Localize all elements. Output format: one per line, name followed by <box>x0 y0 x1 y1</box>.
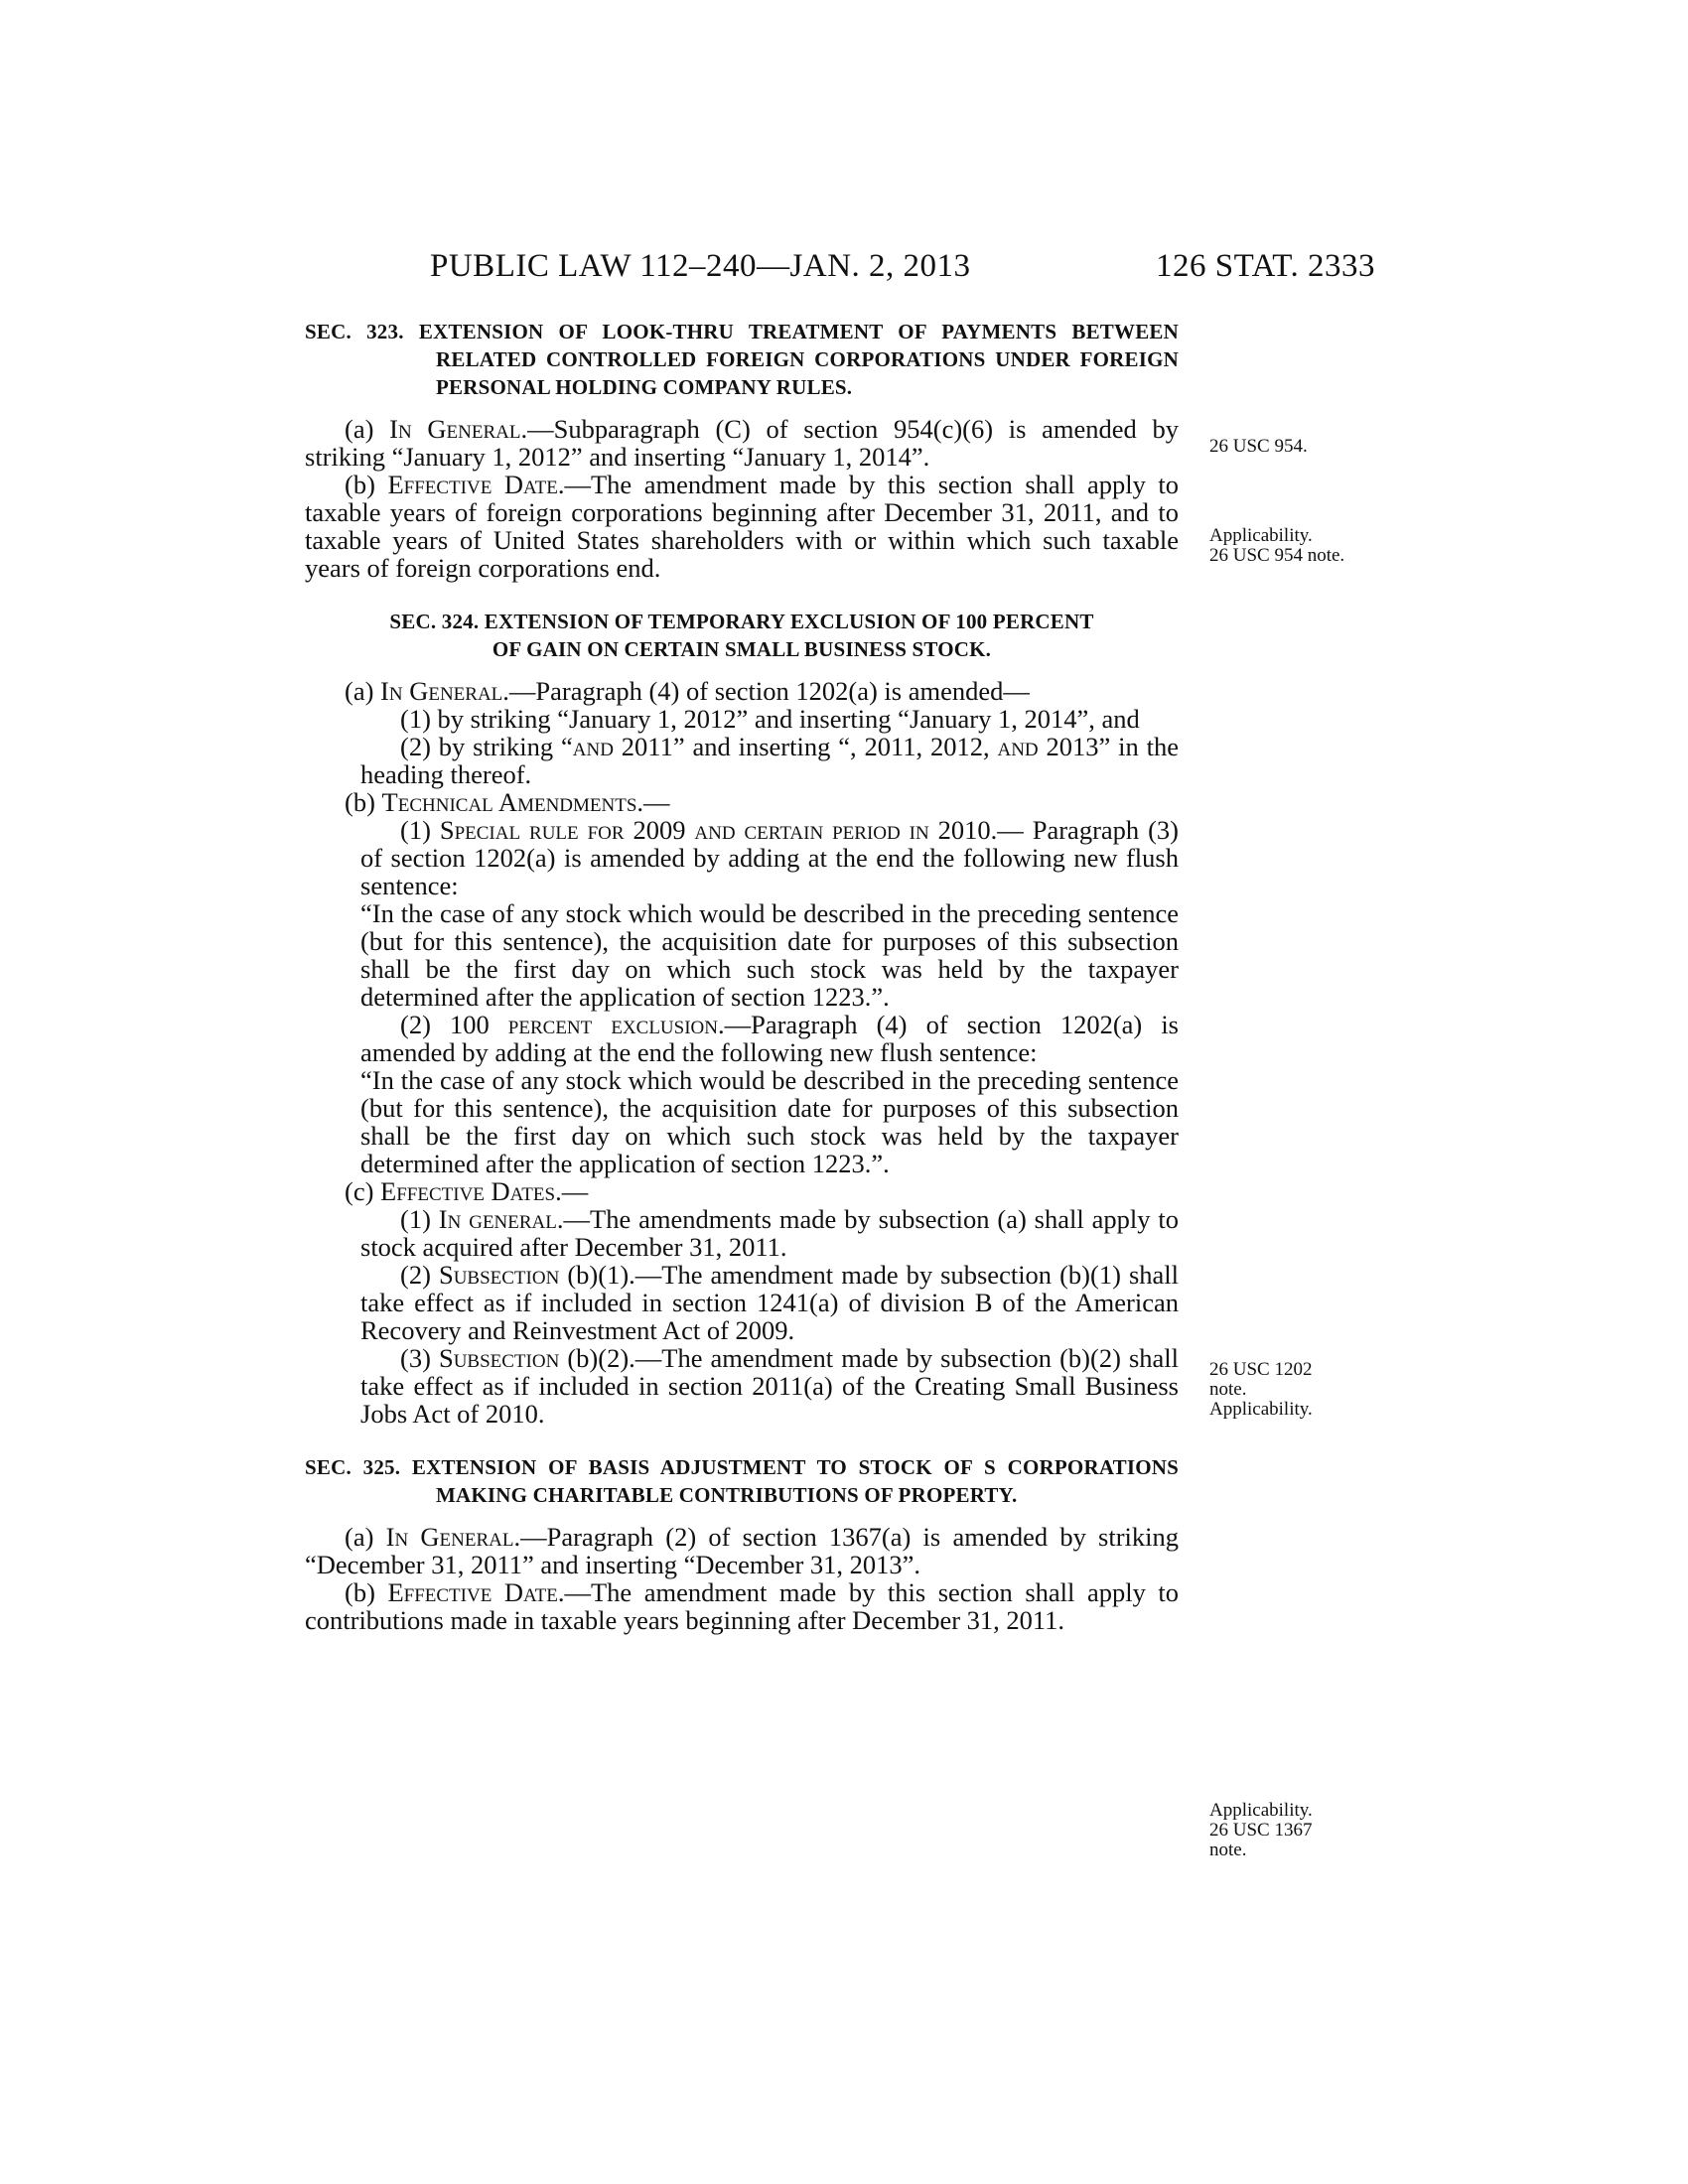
margin-note-26-usc-1202: 26 USC 1202 note. Applicability. <box>1209 1359 1313 1420</box>
section-324-b-1: (1) Special rule for 2009 and certain period in 2010.— Paragraph (3) of section 1202(a) is amended by adding at the end the following new flush sentence: <box>360 815 1180 900</box>
section-325-subsection-b: (b) Effective Date.—The amendment made by this section shall apply to contributions made in taxable years beginning after December 31, 2011. <box>305 1577 1179 1635</box>
section-324-subsection-a: (a) In General.—Paragraph (4) of section 1202(a) is amended— <box>345 676 1030 706</box>
section-324-b-2: (2) 100 percent exclusion.—Paragraph (4) of section 1202(a) is amended by adding at the end the following new flush sentence: <box>360 1010 1179 1067</box>
page-header <box>303 248 1375 288</box>
section-324-b-2-quote: “In the case of any stock which would be described in the preceding sentence (but for this sentence), the acquisition date for purposes of this subsection shall be the first day on which such stock was held by the taxpayer determined after the application of section 1223.”. <box>360 1065 1179 1178</box>
section-323-subsection-b: (b) Effective Date.—The amendment made by this section shall apply to taxable years of foreign corporations beginning after December 31, 2011, and to taxable years of United States shareholders with or within which such taxable years of foreign corporations end. <box>305 470 1179 583</box>
section-324-b-1-quote: “In the case of any stock which would be described in the preceding sentence (but for this sentence), the acquisition date for purposes of this subsection shall be the first day on which such stock was held by the taxpayer determined after the application of section 1223.”. <box>360 898 1179 1012</box>
section-323-subsection-a: (a) In General.—Subparagraph (C) of section 954(c)(6) is amended by striking “January 1, 2012” and inserting “January 1, 2014”. <box>305 414 1179 472</box>
section-324-subsection-c: (c) Effective Dates.— <box>345 1176 589 1206</box>
margin-note-26-usc-954: 26 USC 954. <box>1209 436 1308 457</box>
section-324-c-3: (3) Subsection (b)(2).—The amendment made by subsection (b)(2) shall take effect as if included in section 2011(a) of the Creating Small Business Jobs Act of 2010. <box>360 1343 1179 1429</box>
section-323-heading: SEC. 323. EXTENSION OF LOOK-THRU TREATMENT OF PAYMENTS BETWEEN RELATED CONTROLLED FOREIGN CORPORATIONS UNDER FOREIGN PERSONAL HOLDING COMPANY RULES. <box>305 320 1179 399</box>
document-body <box>305 318 1179 1634</box>
header-stat-citation: 126 STAT. 2333 <box>1155 248 1375 284</box>
section-325-subsection-a: (a) In General.—Paragraph (2) of section 1367(a) is amended by striking “December 31, 2011” and inserting “December 31, 2013”. <box>305 1522 1180 1579</box>
section-324-a-1: (1) by striking “January 1, 2012” and inserting “January 1, 2014”, and <box>400 704 1140 734</box>
header-title: PUBLIC LAW 112–240—JAN. 2, 2013 <box>430 248 971 284</box>
section-324-subsection-b: (b) Technical Amendments.— <box>345 787 670 817</box>
section-324-c-2: (2) Subsection (b)(1).—The amendment made by subsection (b)(1) shall take effect as if included in section 1241(a) of division B of the American Recovery and Reinvestment Act of 2009. <box>360 1260 1179 1345</box>
section-324-heading: SEC. 324. EXTENSION OF TEMPORARY EXCLUSION OF 100 PERCENT OF GAIN ON CERTAIN SMALL BUSINESS STOCK. <box>389 610 1094 661</box>
margin-note-applicability-954: Applicability. 26 USC 954 note. <box>1209 525 1345 566</box>
section-325-heading: SEC. 325. EXTENSION OF BASIS ADJUSTMENT TO STOCK OF S CORPORATIONS MAKING CHARITABLE CONTRIBUTIONS OF PROPERTY. <box>305 1455 1179 1507</box>
margin-note-applicability-1367: Applicability. 26 USC 1367 note. <box>1209 1800 1313 1860</box>
section-324-c-1: (1) In general.—The amendments made by subsection (a) shall apply to stock acquired after December 31, 2011. <box>360 1204 1179 1262</box>
section-324-a-2: (2) by striking “and 2011” and inserting “, 2011, 2012, and 2013” in the heading thereof. <box>360 732 1180 789</box>
